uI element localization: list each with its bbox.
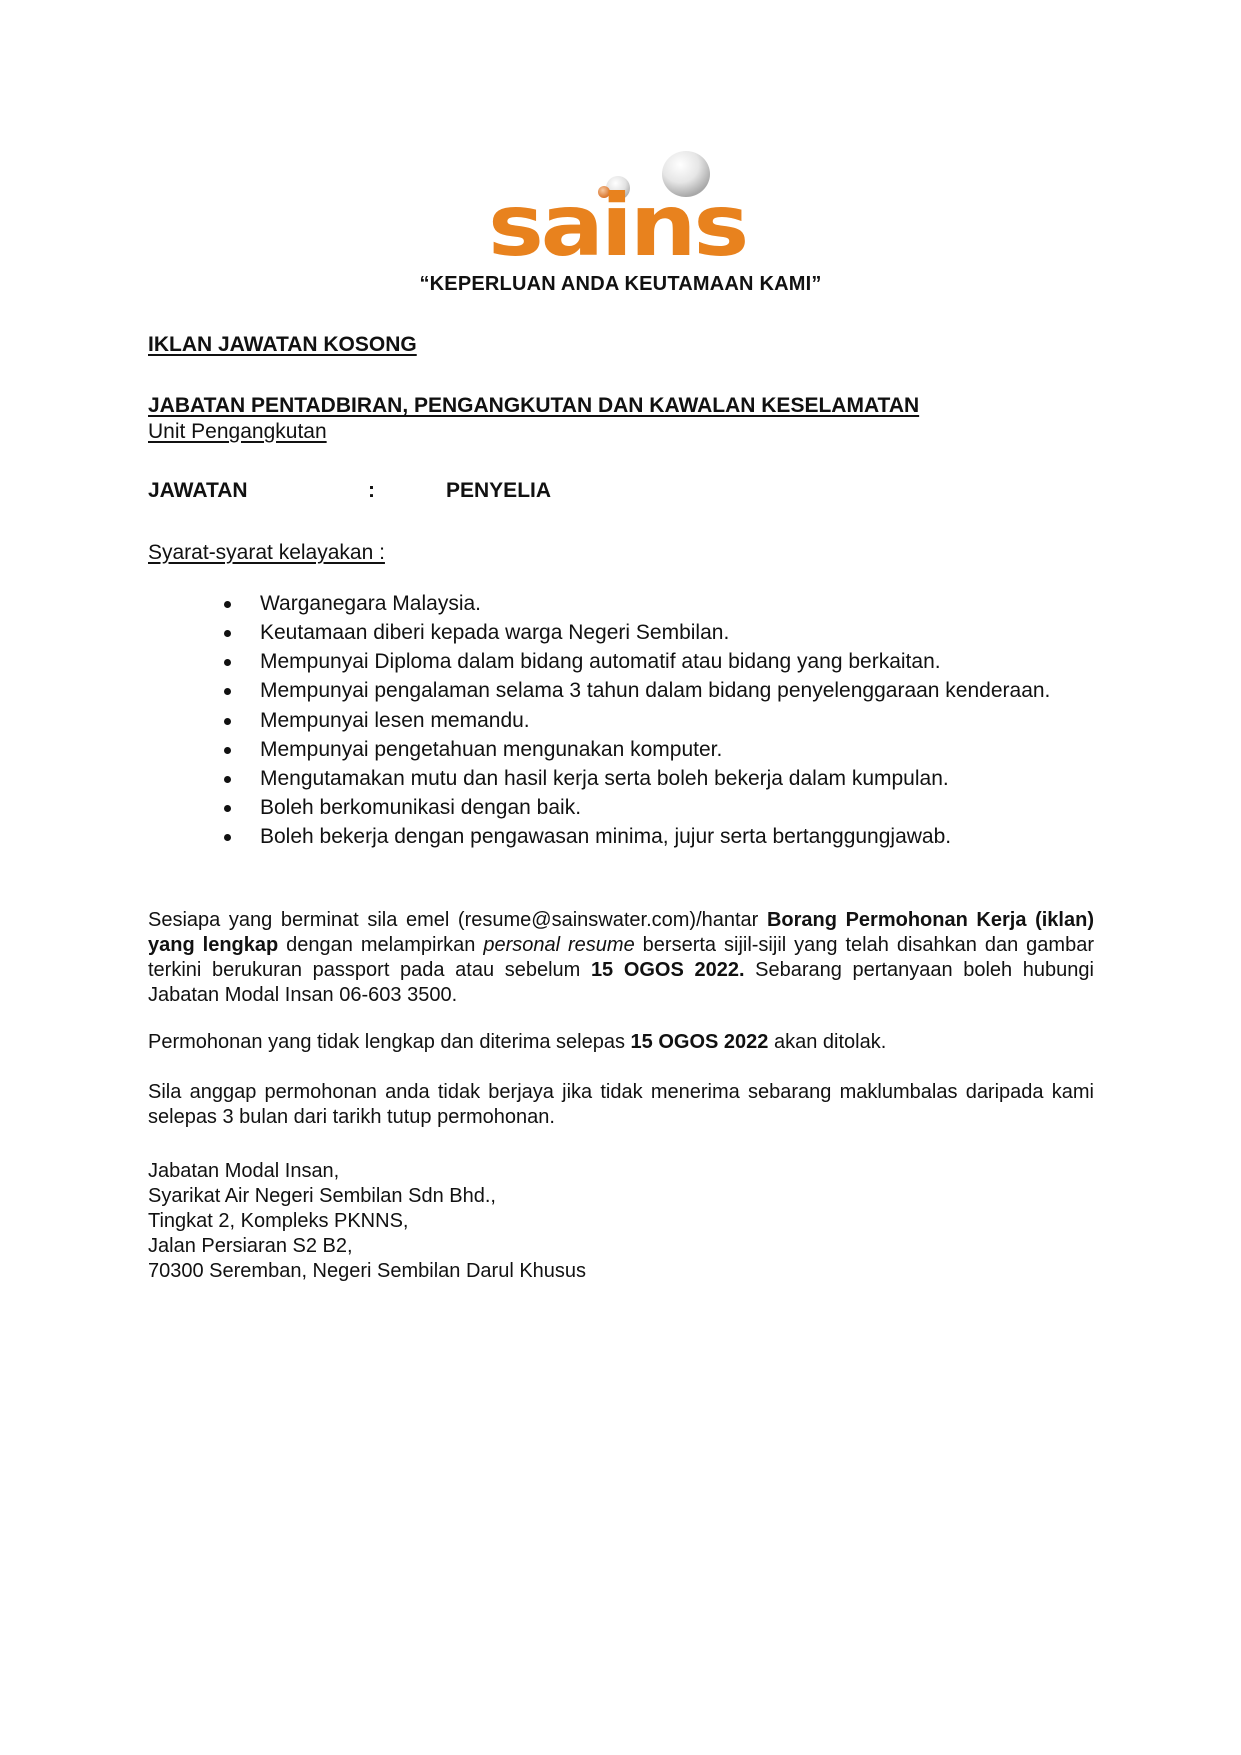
bullet-icon <box>224 718 231 725</box>
logo-wordmark: sains <box>488 176 746 264</box>
list-item: Warganegara Malaysia. <box>148 589 1094 618</box>
bullet-icon <box>224 630 231 637</box>
sains-logo <box>488 148 758 264</box>
bullet-icon <box>224 776 231 783</box>
address-line: 70300 Seremban, Negeri Sembilan Darul Khusus <box>148 1260 587 1282</box>
unit-name: Unit Pengangkutan <box>148 420 327 443</box>
list-item: Keutamaan diberi kepada warga Negeri Sembilan. <box>148 618 1094 647</box>
list-item: Mengutamakan mutu dan hasil kerja serta boleh bekerja dalam kumpulan. <box>148 764 1094 793</box>
bullet-icon <box>224 747 231 754</box>
address-line: Syarikat Air Negeri Sembilan Sdn Bhd., <box>148 1185 496 1207</box>
bullet-icon <box>224 805 231 812</box>
bullet-icon <box>224 601 231 608</box>
ad-heading: IKLAN JAWATAN KOSONG <box>148 333 417 356</box>
post-label: JAWATAN <box>148 479 248 502</box>
tagline: “KEPERLUAN ANDA KEUTAMAAN KAMI” <box>419 273 822 295</box>
post-value: PENYELIA <box>446 479 552 502</box>
bullet-icon <box>224 688 231 695</box>
department-heading: JABATAN PENTADBIRAN, PENGANGKUTAN DAN KAWALAN KESELAMATAN <box>148 394 920 417</box>
post-colon: : <box>368 479 375 502</box>
list-item: Mempunyai lesen memandu. <box>148 706 1094 735</box>
unsuccessful-notice: Sila anggap permohonan anda tidak berjaya jika tidak menerima sebarang maklumbalas daripada kami selepas 3 bulan dari tarikh tutup permohonan. <box>148 1081 1094 1128</box>
company-address <box>148 1159 586 1284</box>
bullet-icon <box>224 834 231 841</box>
rejection-notice: Permohonan yang tidak lengkap dan diterima selepas 15 OGOS 2022 akan ditolak. <box>148 1031 887 1053</box>
requirements-title: Syarat-syarat kelayakan : <box>148 541 385 564</box>
requirements-list <box>148 589 1094 851</box>
application-instructions: Sesiapa yang berminat sila emel (resume@sainswater.com)/hantar Borang Permohonan Kerja (iklan) yang lengkap dengan melampirkan personal resume berserta sijil-sijil yang telah disahkan dan gambar terkini berukuran passport pada atau sebelum 15 OGOS 2022. Sebarang pertanyaan boleh hubungi Jabatan Modal Insan 06-603 3500. <box>148 909 1094 1006</box>
list-item: Mempunyai pengetahuan mengunakan komputer. <box>148 735 1094 764</box>
address-line: Jabatan Modal Insan, <box>148 1160 340 1182</box>
list-item: Boleh berkomunikasi dengan baik. <box>148 793 1094 822</box>
address-line: Tingkat 2, Kompleks PKNNS, <box>148 1210 409 1232</box>
list-item: Mempunyai Diploma dalam bidang automatif atau bidang yang berkaitan. <box>148 647 1094 676</box>
bullet-icon <box>224 659 231 666</box>
list-item: Boleh bekerja dengan pengawasan minima, jujur serta bertanggungjawab. <box>148 822 1094 851</box>
address-line: Jalan Persiaran S2 B2, <box>148 1235 353 1257</box>
list-item: Mempunyai pengalaman selama 3 tahun dalam bidang penyelenggaraan kenderaan. <box>148 676 1094 706</box>
